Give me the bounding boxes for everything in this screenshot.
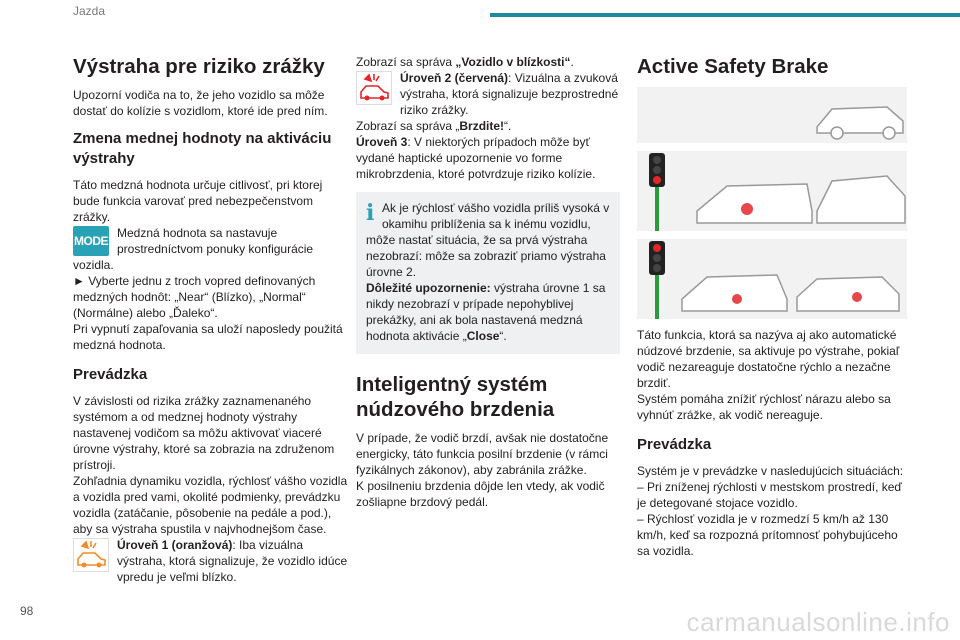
level2-text: : Vizuálna a zvuková výstraha, ktorá signalizuje bezprostredné riziko zrážky. [400, 71, 619, 117]
illustration-traffic-light [637, 151, 907, 231]
column-active-safety-brake [637, 54, 907, 559]
ignition-text: Pri vypnutí zapaľovania sa uloží naposledy použitá medzná hodnota. [73, 322, 343, 352]
red-collision-warning-icon [356, 71, 392, 105]
level1-block [73, 537, 348, 585]
asb-intro-text: Systém je v prevádzke v nasledujúcich situáciách: [637, 464, 904, 478]
collision-warning-intro: Upozorní vodiča na to, že jeho vozidlo sa môže dostať do kolízie s vozidlom, ktoré ide pred ním. [73, 88, 328, 118]
info-warning: Dôležité upozornenie: výstraha úrovne 1 sa nikdy nezobrazí v prípade nepohyblivej prekážky, ani ak bola nastavená medzná hodnota aktivácie „Close“. [366, 281, 606, 343]
level2-block [356, 70, 620, 118]
illustration-approach [637, 87, 907, 143]
info-box [356, 192, 620, 354]
asb-case-1: – Pri zníženej rýchlosti v mestskom prostredí, keď je detegované stojace vozidlo. [637, 480, 902, 510]
collision-warning-title: Výstraha pre riziko zrážky [73, 55, 325, 78]
select-threshold-text: ► Vyberte jednu z troch vopred definovaných medzných hodnôt: „Near“ (Blízko), „Normal“ (Normálne) alebo „Ďaleko“. [73, 274, 316, 320]
threshold-text: Táto medzná hodnota určuje citlivosť, pri ktorej bude funkcia varovať pred nebezpečenstvom zrážky. [73, 178, 323, 224]
system-text: Systém pomáha znížiť rýchlosť nárazu alebo sa vyhnúť zrážke, ak vodič nereaguje. [637, 392, 891, 422]
operation-text: V závislosti od rizika zrážky zaznamenaného systémom a od medznej hodnoty výstrahy nastavenej vodičom sa môžu aktivovať viaceré úrovne výstrahy, ktoré sa zobrazia na združenom prístroji. [73, 394, 335, 472]
mode-block [73, 225, 348, 273]
watermark: carmanualsonline.info [686, 607, 950, 637]
column-levels [356, 54, 620, 510]
asb-operation-heading: Prevádzka [637, 436, 712, 453]
level1-text: : Iba vizuálna výstraha, ktorá signalizuje, že vozidlo idúce vpredu je veľmi blízko. [117, 538, 348, 584]
page-number: 98 [20, 604, 34, 618]
level3-text: Úroveň 3: V niektorých prípadoch môže byť vydané haptické upozornenie vo forme mikrobrzdenia, ktoré potvrdzuje riziko kolízie. [356, 135, 596, 181]
dynamics-text: Zohľadnia dynamiku vozidla, rýchlosť vášho vozidla a vozidla pred vami, okolité podmienky, prevádzku vozidla (zatáčanie, pôsobenie na pedále a pod.), aby sa výstraha spustila v najvhodnejšom čase. [73, 474, 348, 536]
orange-collision-warning-icon [73, 538, 109, 572]
info-icon: i [366, 200, 375, 226]
level2-label: Úroveň 2 (červená) [400, 71, 509, 85]
brake-text-1: V prípade, že vodič brzdí, avšak nie dostatočne energicky, táto funkcia posilní brzdenie (v rámci fyzikálnych zákonov), aby zabránila zrážke. [356, 431, 609, 477]
operation-heading: Prevádzka [73, 366, 148, 383]
message-near: Zobrazí sa správa „Vozidlo v blízkosti“. [356, 55, 574, 69]
illustration-braking [637, 239, 907, 319]
column-collision-warning [73, 54, 348, 585]
info-text: Ak je rýchlosť vášho vozidla príliš vysoká v okamihu priblíženia sa k inému vozidlu, môže nastať situácia, že sa prvá výstraha nezobrazí: môže sa zobraziť priamo výstraha úrovne 2. [366, 201, 610, 279]
asb-case-2: – Rýchlosť vozidla je v rozmedzí 5 km/h až 130 km/h, keď sa rozpozná prítomnosť pohybujúceho sa vozidla. [637, 512, 898, 558]
emergency-brake-title: Inteligentný systém núdzového brzdenia [356, 373, 555, 421]
header-accent-bar [490, 13, 960, 17]
level1-label: Úroveň 1 (oranžová) [117, 538, 233, 552]
mode-text: Medzná hodnota sa nastavuje prostredníctvom ponuky konfigurácie vozidla. [73, 226, 314, 272]
active-safety-brake-title: Active Safety Brake [637, 55, 829, 78]
function-text: Táto funkcia, ktorá sa nazýva aj ako automatické núdzové brzdenie, sa aktivuje po výstrahe, pokiaľ vodič nezareaguje dostatočne rýchlo a nezačne brzdiť. [637, 328, 900, 390]
brake-text-2: K posilneniu brzdenia dôjde len vtedy, ak vodič zošliapne brzdový pedál. [356, 479, 605, 509]
section-header: Jazda [73, 4, 106, 18]
message-brake: Zobrazí sa správa „Brzdite!“. [356, 119, 512, 133]
threshold-heading: Zmena mednej hodnoty na aktiváciu výstrahy [73, 130, 332, 167]
mode-icon: MODE [73, 226, 109, 256]
